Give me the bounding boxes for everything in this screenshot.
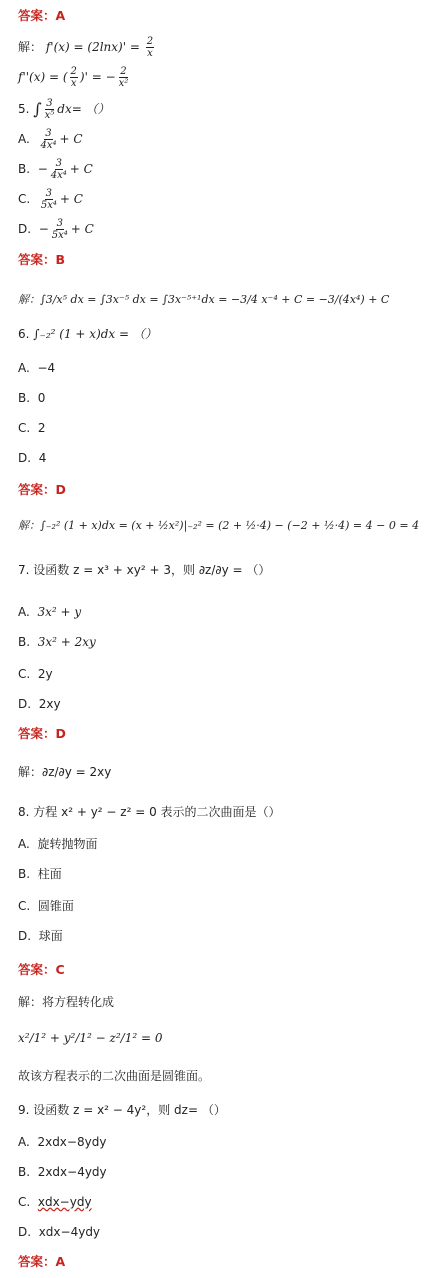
option-b: B. − $\frac{3}{\text{4x⁴}}$ + C (18, 158, 93, 181)
question-9: 9. 设函数 z = x² − 4y²，则 dz= （） (18, 1103, 226, 1117)
option-b: B. 0 (18, 391, 46, 405)
question-8: 8. 方程 x² + y² − z² = 0 表示的二次曲面是（） (18, 805, 281, 819)
question-5: 5. ∫ $\frac{3}{\text{x⁵}}$ dx= （） (18, 98, 110, 121)
solution-formula: x²/1² + y²/1² − z²/1² = 0 (18, 1031, 163, 1045)
solution-line: 解：∫3/x⁵ dx = ∫3x⁻⁵ dx = ∫3x⁻⁵⁺¹dx = −3/4 x⁻⁴ + C = −3/(4x⁴) + C (18, 293, 390, 306)
option-c: C. 2y (18, 667, 53, 681)
option-c: C. 圆锥面 (18, 899, 74, 913)
option-d: D. xdx−4ydy (18, 1225, 101, 1239)
option-b: B. 柱面 (18, 867, 62, 881)
option-a: A. $\frac{3}{\text{4x⁴}}$ + C (18, 128, 83, 151)
question-6: 6. ∫₋₂² (1 + x)dx = （） (18, 327, 157, 341)
answer-line: 答案：D (18, 482, 66, 497)
option-c: C. $\frac{3}{\text{5x⁴}}$ + C (18, 188, 83, 211)
option-d: D. 4 (18, 451, 47, 465)
solution-line: f''(x) = ( $\frac{2}{x}$ )' = − $\frac{2}{\text{x²}}$ (18, 66, 129, 89)
answer-line: 答案：A (18, 8, 66, 23)
solution-line: 解： f'(x) = (2lnx)' = $\frac{2}{x}$ (18, 36, 154, 59)
option-b: B. 3x² + 2xy (18, 635, 96, 649)
answer-line: 答案：D (18, 726, 66, 741)
answer-line: 答案：B (18, 252, 66, 267)
answer-line: 答案：C (18, 962, 65, 977)
solution-line: 故该方程表示的二次曲面是圆锥面。 (18, 1069, 211, 1083)
fraction: $\frac{2}{x}$ (146, 36, 154, 59)
solution-line: 解：将方程转化成 (18, 995, 115, 1009)
solution-line: 解：∫₋₂² (1 + x)dx = (x + ½x²)|₋₂² = (2 + ½·4) − (−2 + ½·4) = 4 − 0 = 4 (18, 519, 420, 532)
option-d: D. 球面 (18, 929, 63, 943)
option-a: A. 旋转抛物面 (18, 837, 98, 851)
option-a: A. −4 (18, 361, 56, 375)
option-d: D. − $\frac{3}{\text{5x⁴}}$ + C (18, 218, 94, 241)
option-a: A. 3x² + y (18, 605, 82, 619)
option-d: D. 2xy (18, 697, 61, 711)
solution-line: 解：∂z/∂y = 2xy (18, 765, 112, 779)
option-c: C. 2 (18, 421, 46, 435)
option-c: C. xdx−ydy (18, 1195, 92, 1209)
option-b: B. 2xdx−4ydy (18, 1165, 107, 1179)
option-a: A. 2xdx−8ydy (18, 1135, 107, 1149)
answer-line: 答案：A (18, 1254, 66, 1269)
question-7: 7. 设函数 z = x³ + xy² + 3，则 ∂z/∂y = （） (18, 563, 271, 577)
